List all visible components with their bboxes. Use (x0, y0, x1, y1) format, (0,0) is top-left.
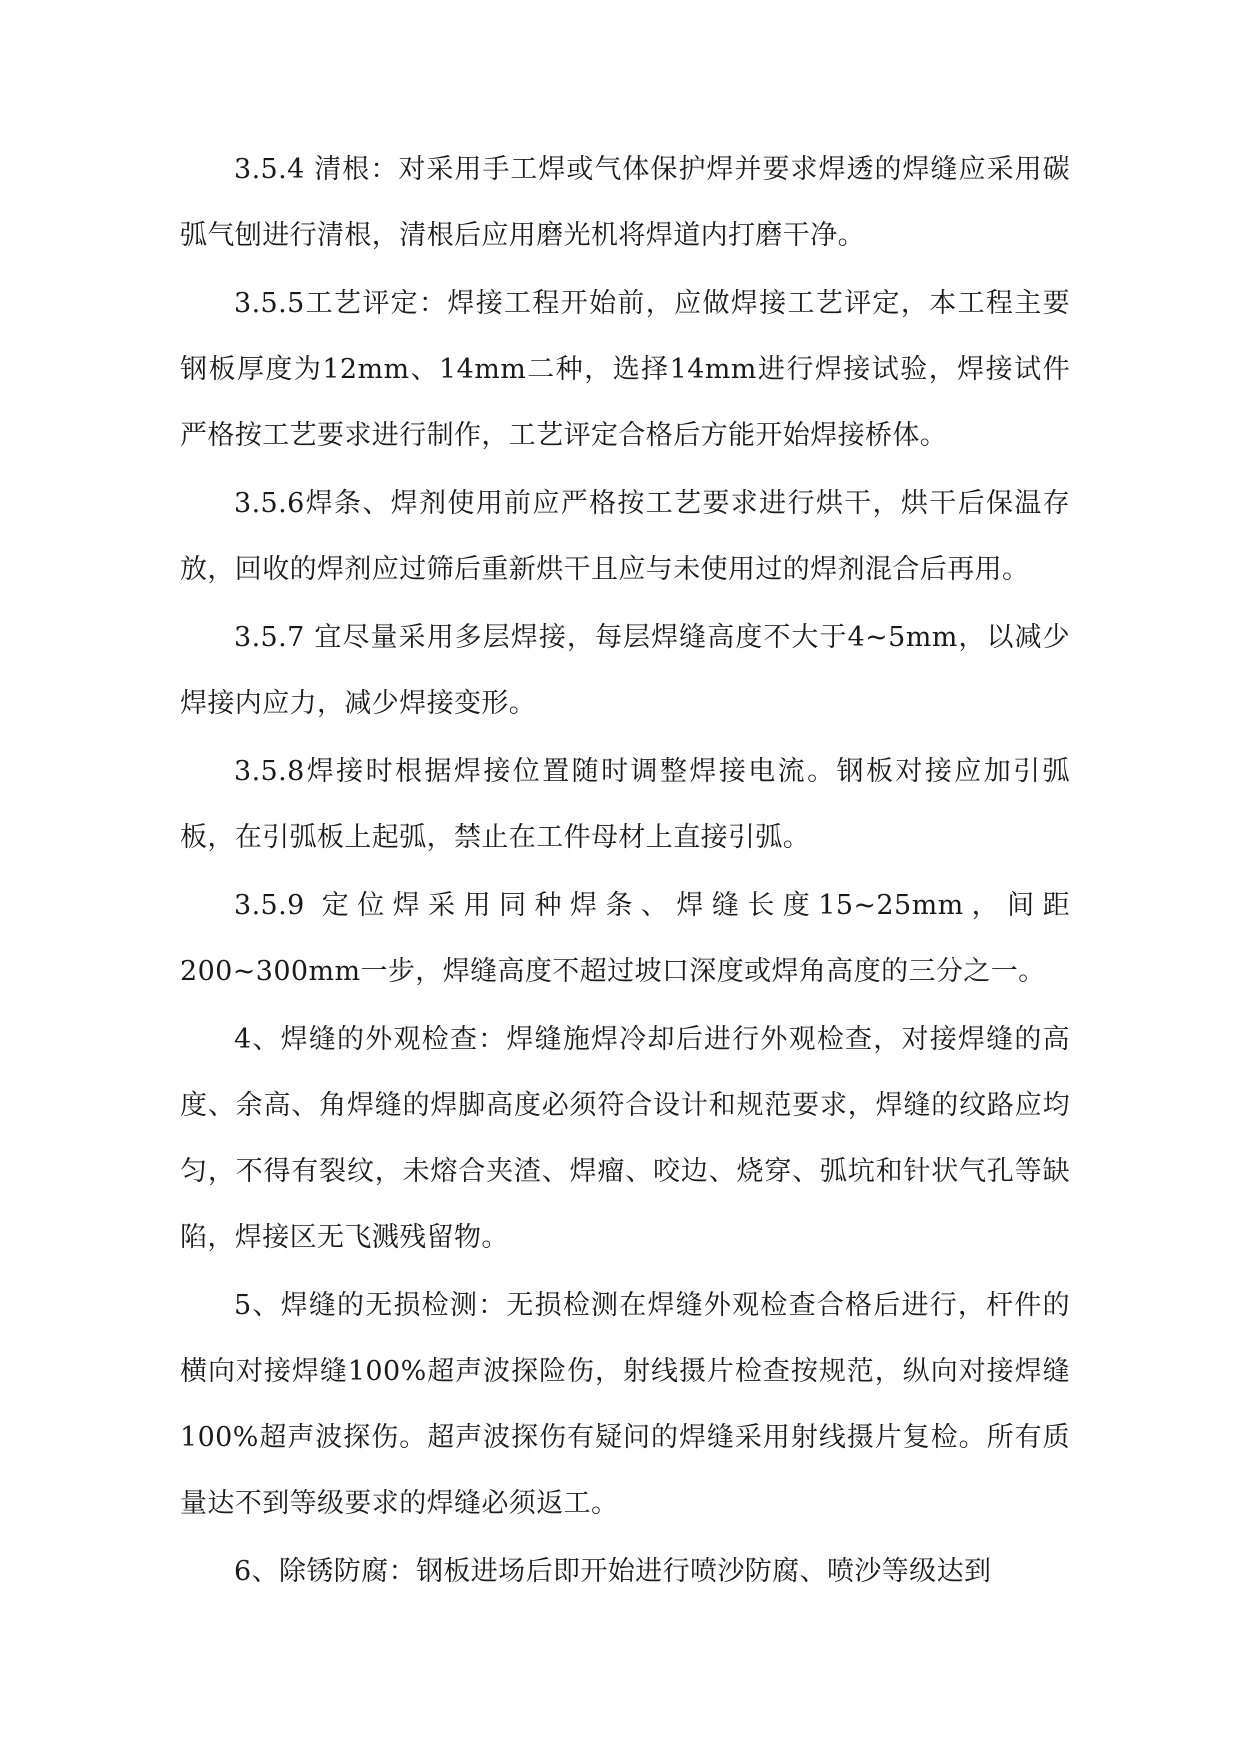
paragraph-5-nondestructive-testing: 5、焊缝的无损检测：无损检测在焊缝外观检查合格后进行，杆件的横向对接焊缝100%超声波探险伤，射线摄片检查按规范，纵向对接焊缝100%超声波探伤。超声波探伤有疑问的焊缝采用射线摄片复检。所有质量达不到等级要求的焊缝必须返工。 (180, 1290, 1070, 1519)
paragraph-3-5-8: 3.5.8焊接时根据焊接位置随时调整焊接电流。钢板对接应加引弧板，在引弧板上起弧，禁止在工件母材上直接引弧。 (180, 756, 1070, 853)
paragraph-3-5-7: 3.5.7 宜尽量采用多层焊接，每层焊缝高度不大于4~5mm，以减少焊接内应力，减少焊接变形。 (180, 622, 1070, 719)
paragraph-4-visual-inspection: 4、焊缝的外观检查：焊缝施焊冷却后进行外观检查，对接焊缝的高度、余高、角焊缝的焊脚高度必须符合设计和规范要求，焊缝的纹路应均匀，不得有裂纹，未熔合夹渣、焊瘤、咬边、烧穿、弧坑和针状气孔等缺陷，焊接区无飞溅残留物。 (180, 1024, 1070, 1253)
paragraph-6-rust-removal: 6、除锈防腐：钢板进场后即开始进行喷沙防腐、喷沙等级达到 (234, 1556, 992, 1587)
paragraph-3-5-4: 3.5.4 清根：对采用手工焊或气体保护焊并要求焊透的焊缝应采用碳弧气刨进行清根，清根后应用磨光机将焊道内打磨干净。 (180, 154, 1070, 251)
paragraph-3-5-9: 3.5.9 定位焊采用同种焊条、焊缝长度15~25mm，间距200~300mm一步，焊缝高度不超过坡口深度或焊角高度的三分之一。 (180, 890, 1070, 987)
document-body (180, 137, 1070, 1607)
paragraph-3-5-5: 3.5.5工艺评定：焊接工程开始前，应做焊接工艺评定，本工程主要钢板厚度为12mm、14mm二种，选择14mm进行焊接试验，焊接试件严格按工艺要求进行制作，工艺评定合格后方能开始焊接桥体。 (180, 288, 1070, 451)
paragraph-3-5-6: 3.5.6焊条、焊剂使用前应严格按工艺要求进行烘干，烘干后保温存放，回收的焊剂应过筛后重新烘干且应与未使用过的焊剂混合后再用。 (180, 488, 1070, 585)
